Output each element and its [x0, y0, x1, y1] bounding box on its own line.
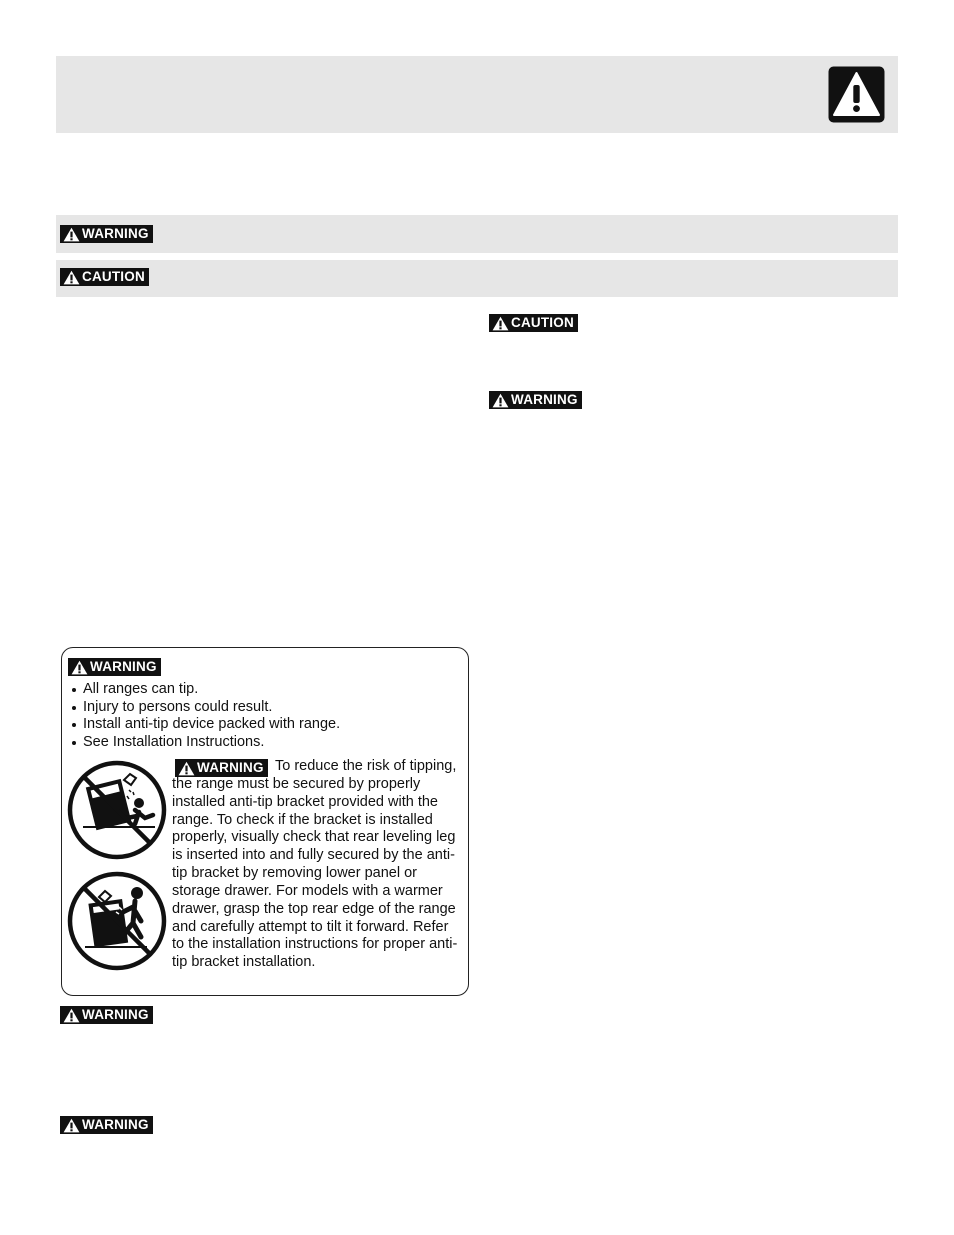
badge-label: CAUTION [82, 269, 145, 285]
alert-triangle-icon [71, 660, 88, 675]
tip-warning-bullets [70, 681, 340, 751]
warning-definition-band [56, 215, 898, 253]
warning-badge [60, 225, 153, 243]
alert-triangle-icon [492, 393, 509, 408]
anti-tip-instructions: To reduce the risk of tipping, the range must be secured by properly installed anti-tip bracket provided with the range. To check if the bracket is installed properly, visually check that rear leveling leg is inserted into and fully secured by the anti-tip bracket by removing lower panel or storage drawer. For models with a warmer drawer, grasp the top rear edge of the range and carefully attempt to tilt it forward. Refer to the installation instructions for proper anti-tip bracket installation. [172, 758, 458, 971]
badge-label: WARNING [82, 1007, 149, 1023]
warning-badge [60, 1006, 153, 1024]
header-band [56, 56, 898, 133]
no-child-climbing-icon [67, 871, 167, 971]
no-tipping-range-icon [67, 760, 167, 860]
caution-badge [60, 268, 149, 286]
caution-badge [489, 314, 578, 332]
badge-label: WARNING [82, 1117, 149, 1133]
alert-triangle-icon [63, 270, 80, 285]
alert-triangle-icon [63, 1118, 80, 1133]
list-item: All ranges can tip. [70, 681, 340, 699]
warning-badge [60, 1116, 153, 1134]
badge-label: WARNING [511, 392, 578, 408]
warning-badge [489, 391, 582, 409]
badge-label: WARNING [90, 659, 157, 675]
warning-badge [68, 658, 161, 676]
warning-triangle-icon [828, 66, 885, 123]
alert-triangle-icon [492, 316, 509, 331]
badge-label: WARNING [197, 760, 264, 776]
caution-definition-band [56, 260, 898, 297]
badge-label: WARNING [82, 226, 149, 242]
list-item: Install anti-tip device packed with range. [70, 716, 340, 734]
list-item: See Installation Instructions. [70, 734, 340, 752]
list-item: Injury to persons could result. [70, 699, 340, 717]
alert-triangle-icon [63, 227, 80, 242]
badge-label: CAUTION [511, 315, 574, 331]
alert-triangle-icon [63, 1008, 80, 1023]
